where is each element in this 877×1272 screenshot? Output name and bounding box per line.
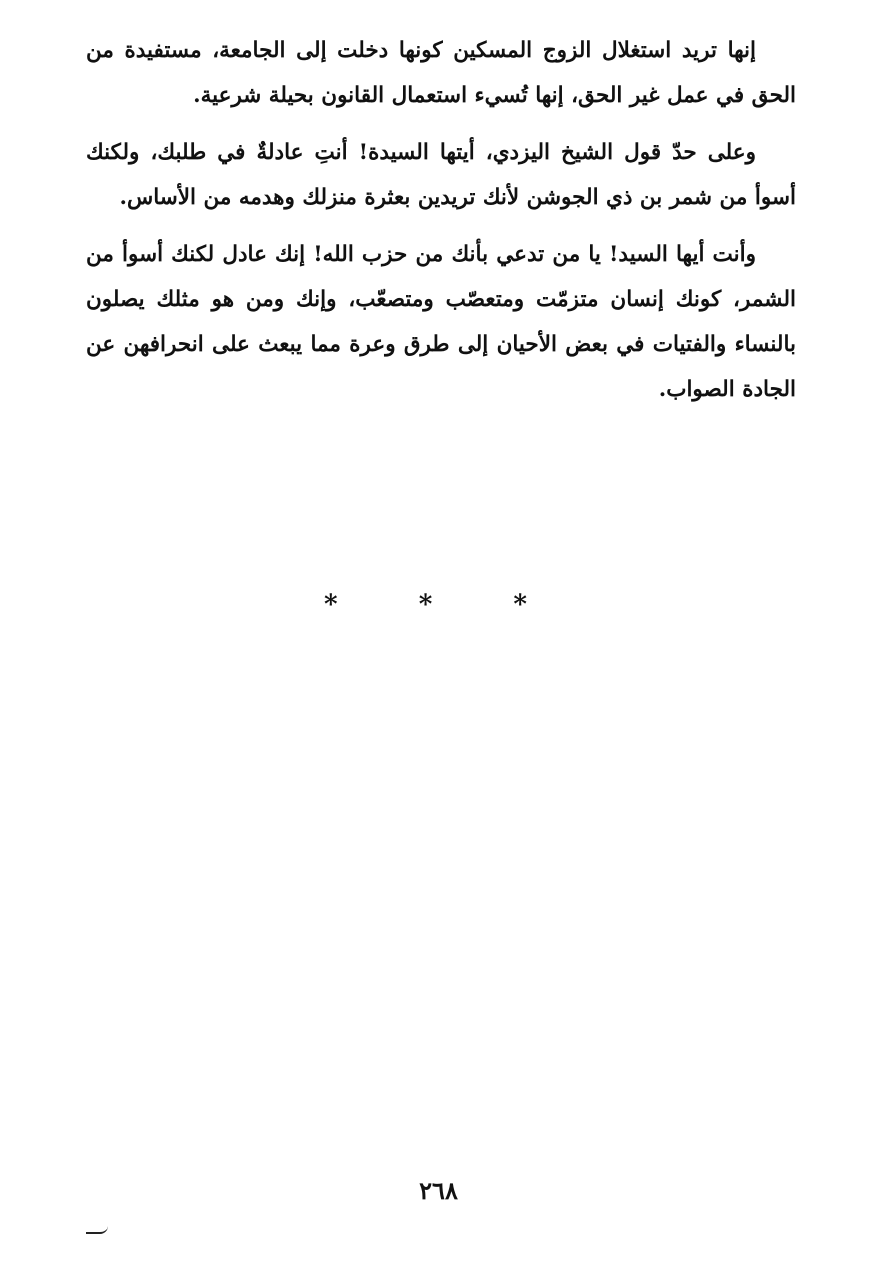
- separator-star-icon: *: [324, 590, 364, 620]
- paragraph-1: إنها تريد استغلال الزوج المسكين كونها دخلت إلى الجامعة، مستفيدة من الحق في عمل غير الحق، إنها تُسيء استعمال القانون بحيلة شرعية.: [86, 38, 796, 108]
- body-text: [86, 28, 796, 424]
- corner-mark: [86, 1226, 108, 1234]
- paragraph-3: وأنت أيها السيد! يا من تدعي بأنك من حزب الله! إنك عادل لكنك أسوأ من الشمر، كونك إنسان متزمّت ومتعصّب ومتصعّب، وإنك ومن هو مثلك يصلون بالنساء والفتيات في بعض الأحيان إلى طرق وعرة مما يبعث على انحرافهن عن الجادة الصواب.: [86, 242, 796, 402]
- page-number: ٢٦٨: [419, 1176, 458, 1205]
- paragraph-2: وعلى حدّ قول الشيخ اليزدي، أيتها السيدة! أنتِ عادلةٌ في طلبك، ولكنك أسوأ من شمر بن ذي الجوشن لأنك تريدين بعثرة منزلك وهدمه من الأساس.: [86, 140, 796, 210]
- section-separator: [0, 590, 877, 620]
- separator-star-icon: *: [513, 590, 553, 620]
- separator-star-icon: *: [418, 590, 459, 620]
